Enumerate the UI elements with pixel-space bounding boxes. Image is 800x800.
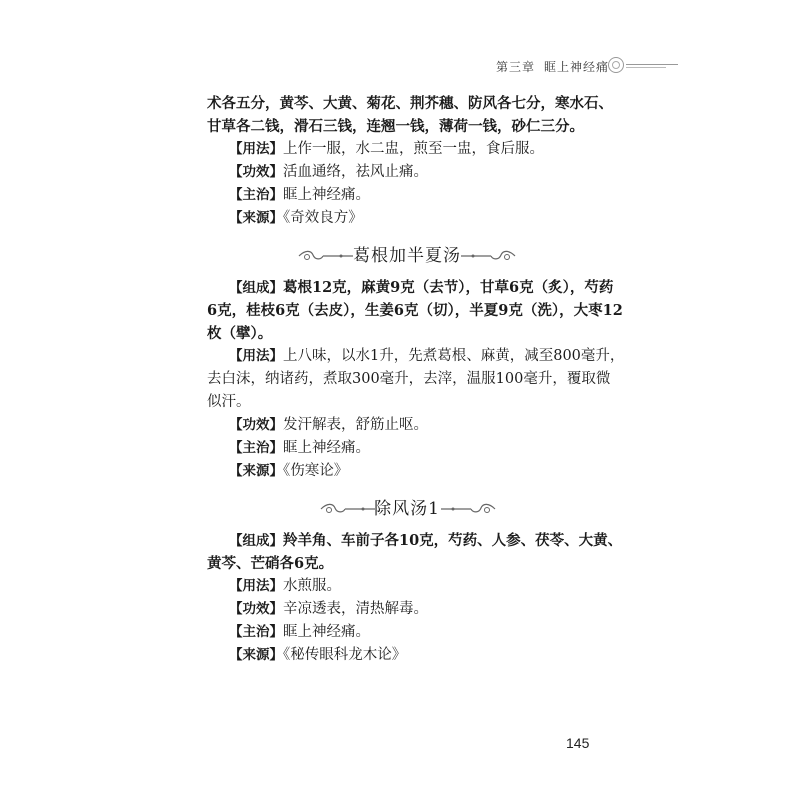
effect-label: 【功效】 bbox=[229, 164, 283, 180]
source-text: 《奇效良方》 bbox=[283, 210, 363, 226]
indication-label: 【主治】 bbox=[229, 624, 283, 640]
formula-title: 除风汤1 bbox=[374, 499, 440, 519]
scroll-ornament-right-icon bbox=[459, 248, 517, 264]
composition-continuation-line: 术各五分，黄芩、大黄、菊花、荆芥穗、防风各七分，寒水石、 bbox=[207, 95, 613, 112]
effect-text: 活血通络，祛风止痛。 bbox=[283, 164, 428, 180]
source-entry bbox=[207, 460, 607, 483]
source-label: 【来源】 bbox=[229, 463, 283, 479]
effect-entry bbox=[207, 161, 607, 184]
header-chapter: 第三章 bbox=[496, 60, 536, 74]
running-header bbox=[496, 54, 686, 76]
composition-text: 枚（擘）。 bbox=[207, 325, 273, 342]
indication-text: 眶上神经痛。 bbox=[283, 624, 370, 640]
usage-text: 去白沫，纳诸药，煮取300毫升，去滓，温服100毫升，覆取微 bbox=[207, 371, 611, 387]
composition-text: 葛根12克，麻黄9克（去节），甘草6克（炙），芍药 bbox=[283, 279, 614, 296]
effect-label: 【功效】 bbox=[229, 417, 283, 433]
source-text: 《伤寒论》 bbox=[283, 463, 349, 479]
usage-text: 上作一服，水二盅，煎至一盅，食后服。 bbox=[283, 141, 544, 157]
formula-title: 葛根加半夏汤 bbox=[353, 246, 461, 266]
composition-text: 黄芩、芒硝各6克。 bbox=[207, 555, 334, 572]
indication-entry bbox=[207, 184, 607, 207]
source-label: 【来源】 bbox=[229, 647, 283, 663]
source-entry bbox=[207, 207, 607, 230]
usage-label: 【用法】 bbox=[229, 348, 283, 364]
indication-text: 眶上神经痛。 bbox=[283, 440, 370, 456]
indication-entry bbox=[207, 437, 607, 460]
composition-label: 【组成】 bbox=[229, 280, 283, 296]
composition-text: 羚羊角、车前子各10克，芍药、人参、茯苓、大黄、 bbox=[283, 532, 623, 549]
scroll-ornament-right-icon bbox=[439, 501, 497, 517]
effect-text: 发汗解表，舒筋止呕。 bbox=[283, 417, 428, 433]
formula-heading bbox=[207, 238, 607, 274]
usage-label: 【用法】 bbox=[229, 578, 283, 594]
page-body bbox=[207, 92, 625, 667]
usage-entry bbox=[207, 345, 625, 368]
source-label: 【来源】 bbox=[229, 210, 283, 226]
composition-entry bbox=[207, 529, 623, 552]
header-ornament-icon bbox=[608, 57, 624, 73]
effect-entry bbox=[207, 414, 607, 437]
effect-label: 【功效】 bbox=[229, 601, 283, 617]
page-number: 145 bbox=[566, 735, 590, 751]
scroll-ornament-left-icon bbox=[319, 501, 377, 517]
scroll-ornament-left-icon bbox=[297, 248, 355, 264]
effect-entry bbox=[207, 598, 607, 621]
header-rule-thin bbox=[626, 67, 666, 68]
composition-text: 6克，桂枝6克（去皮），生姜6克（切），半夏9克（洗），大枣12 bbox=[207, 302, 623, 319]
usage-entry bbox=[207, 138, 607, 161]
indication-entry bbox=[207, 621, 607, 644]
indication-label: 【主治】 bbox=[229, 440, 283, 456]
composition-label: 【组成】 bbox=[229, 533, 283, 549]
usage-text: 似汗。 bbox=[207, 394, 251, 410]
indication-text: 眶上神经痛。 bbox=[283, 187, 370, 203]
source-entry bbox=[207, 644, 607, 667]
usage-label: 【用法】 bbox=[229, 141, 283, 157]
formula-heading bbox=[207, 491, 607, 527]
composition-continuation-line: 甘草各二钱，滑石三钱，连翘一钱，薄荷一钱，砂仁三分。 bbox=[207, 118, 584, 135]
header-title: 眶上神经痛 bbox=[544, 60, 610, 74]
indication-label: 【主治】 bbox=[229, 187, 283, 203]
composition-entry bbox=[207, 276, 614, 299]
effect-text: 辛凉透表，清热解毒。 bbox=[283, 601, 428, 617]
usage-entry bbox=[207, 575, 607, 598]
header-rule bbox=[626, 64, 678, 65]
usage-text: 上八味，以水1升，先煮葛根、麻黄，减至800毫升， bbox=[283, 348, 625, 364]
source-text: 《秘传眼科龙木论》 bbox=[283, 647, 407, 663]
usage-text: 水煎服。 bbox=[283, 578, 341, 594]
